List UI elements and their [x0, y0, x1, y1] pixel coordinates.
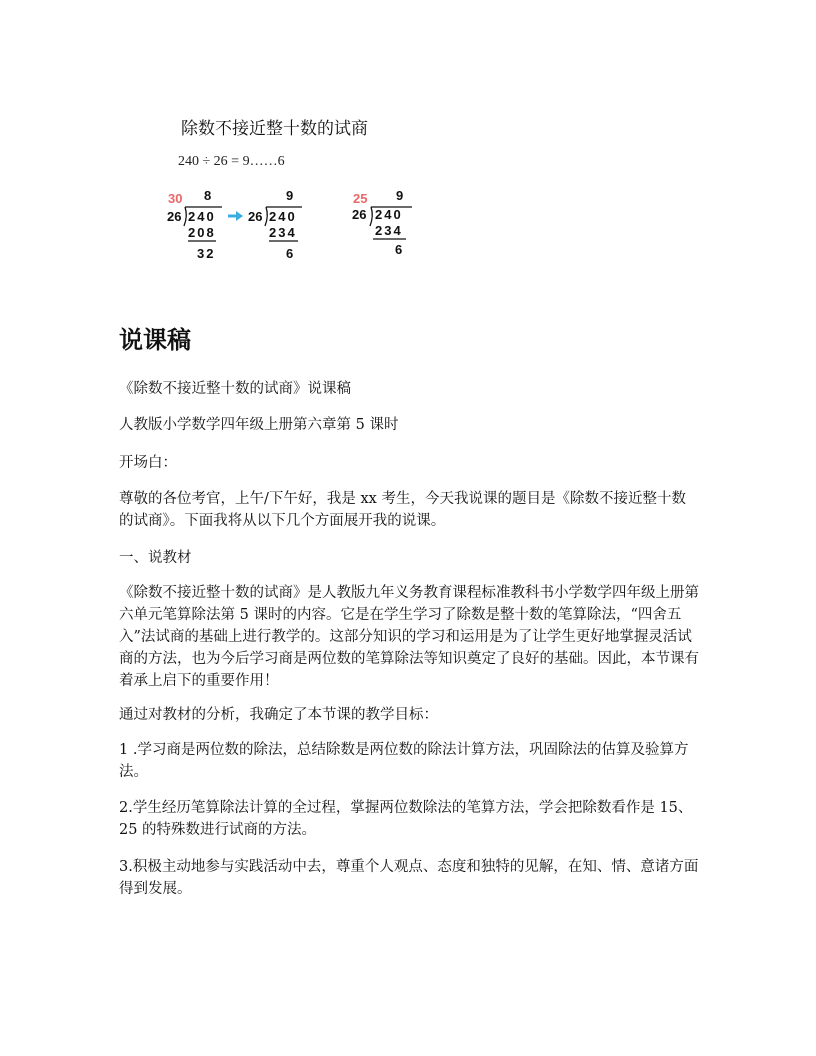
step3-dividend: 240 [375, 207, 403, 222]
step3-quotient: 9 [396, 188, 404, 203]
step2-bracket-curve [265, 207, 267, 226]
step2-divisor: 26 [248, 209, 263, 224]
step1-remainder: 32 [197, 246, 216, 261]
figure-title: 除数不接近整十数的试商 [181, 119, 368, 139]
paragraph-material: 《除数不接近整十数的试商》是人教版九年义务教育课程标准教科书小学数学四年级上册第六单元笔算除法第 5 课时的内容。它是在学生学习了除数是整十数的笔算除法，“四舍五入”法试商的基础上进行教学的。这部分知识的学习和运用是为了让学生更好地掌握灵活试商的方法，也为今后学习商是两位数的笔算除法等知识奠定了良好的基础。因此，本节课有着承上启下的重要作用！ [119, 585, 699, 689]
step1-quotient: 8 [204, 188, 212, 203]
step3-divisor: 26 [352, 207, 367, 222]
goal-item-3: 3.积极主动地参与实践活动中去，尊重个人观点、态度和独特的见解，在知、情、意诸方面得到发展。 [119, 859, 699, 897]
goal-item-2: 2.学生经历笔算除法计算的全过程，掌握两位数除法的笔算方法，学会把除数看作是 15、25 的特殊数进行试商的方法。 [119, 800, 693, 838]
page-title: 说课稿 [119, 326, 191, 354]
step1-bracket-curve [184, 207, 186, 226]
step3-remainder: 6 [395, 242, 403, 257]
paragraph-opening: 尊敬的各位考官，上午/下午好，我是 xx 考生，今天我说课的题目是《除数不接近整十数的试商》。下面我将从以下几个方面展开我的说课。 [119, 491, 686, 529]
long-division-figure [160, 182, 440, 264]
step2-remainder: 6 [286, 246, 294, 261]
section-heading-1: 一、说教材 [119, 550, 192, 566]
goal-item-1: 1 .学习商是两位数的除法，总结除数是两位数的除法计算方法，巩固除法的估算及验算方法。 [119, 742, 689, 780]
paragraph-source: 人教版小学数学四年级上册第六章第 5 课时 [119, 417, 399, 433]
paragraph-goals-intro: 通过对教材的分析，我确定了本节课的教学目标： [119, 707, 438, 723]
step2-dividend: 240 [269, 209, 297, 224]
step1-divisor: 26 [167, 209, 182, 224]
estimate-25: 25 [353, 191, 368, 206]
paragraph-title: 《除数不接近整十数的试商》说课稿 [119, 381, 351, 397]
right-arrow-icon [228, 211, 243, 221]
estimate-30: 30 [168, 191, 183, 206]
step2-quotient: 9 [286, 188, 294, 203]
step1-product: 208 [188, 225, 216, 240]
step3-product: 234 [375, 223, 403, 238]
step1-dividend: 240 [188, 209, 216, 224]
step3-bracket-curve [370, 207, 372, 226]
division-equation: 240 ÷ 26 = 9……6 [178, 154, 285, 169]
paragraph-opening-label: 开场白： [119, 455, 177, 471]
step2-product: 234 [269, 225, 297, 240]
